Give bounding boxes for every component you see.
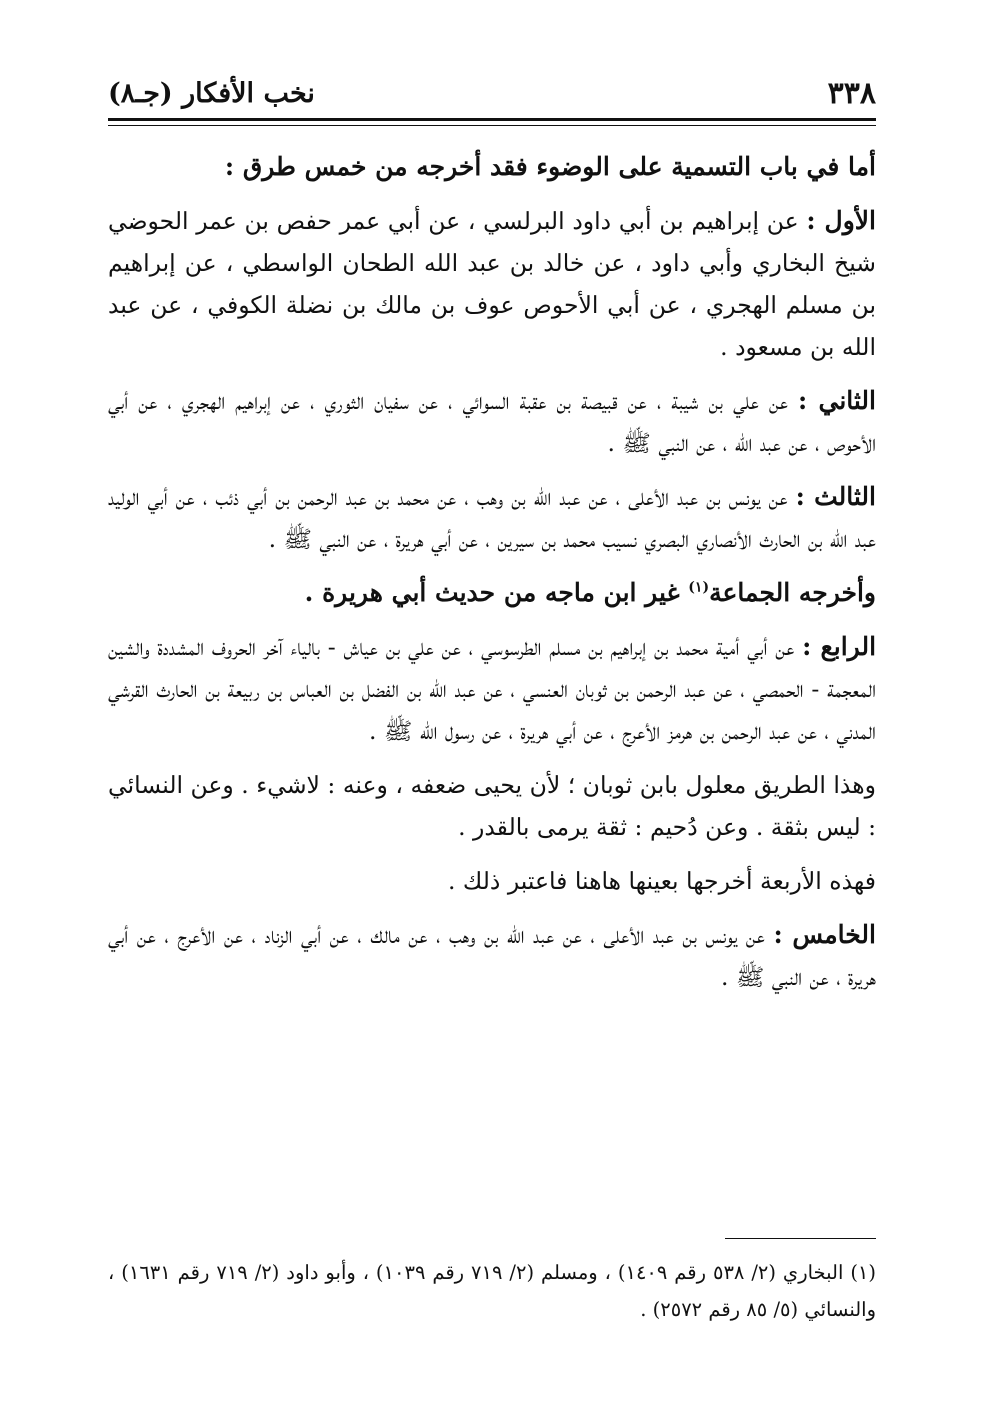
page-number: ٣٣٨ (827, 76, 876, 111)
footnote-item: (١) البخاري (٢/ ٥٣٨ رقم ١٤٠٩) ، ومسلم (٢/ ٧١٩ رقم ١٠٣٩) ، وأبو داود (٢/ ٧١٩ رقم ١٦٣١) ، والنسائي (٥/ ٨٥ رقم ٢٥٧٢) . (108, 1261, 877, 1321)
jamaa-heading (108, 572, 876, 614)
lead-second: الثاني : (798, 386, 876, 415)
paragraph-fourth (108, 626, 876, 752)
paragraph-fifth (108, 914, 876, 998)
page-header (108, 70, 876, 116)
paragraph-summary: فهذه الأربعة أخرجها بعينها هاهنا فاعتبر ذلك . (447, 867, 876, 895)
footnote-marker: (١) (688, 579, 710, 596)
header-rule-thin (108, 125, 876, 126)
lead-first: الأول : (806, 206, 876, 235)
paragraph-weakness: وهذا الطريق معلول بابن ثوبان ؛ لأن يحيى ضعفه ، وعنه : لاشيء . وعن النسائي : ليس بثقة . وعن دُحيم : ثقة يرمى بالقدر . (108, 771, 876, 841)
text-third: عن يونس بن عبد الأعلى ، عن عبد الله بن وهب ، عن محمد بن عبد الرحمن بن أبي ذئب ، عن أبي الوليد عبد الله بن الحارث الأنصاري البصري نسيب محمد بن سيرين ، عن أبي هريرة ، عن النبي ﷺ . (108, 483, 876, 553)
text-fifth: عن يونس بن عبد الأعلى ، عن عبد الله بن وهب ، عن مالك ، عن أبي الزناد ، عن الأعرج ، عن أبي هريرة ، عن النبي ﷺ . (108, 921, 876, 991)
jamaa-after: غير ابن ماجه من حديث أبي هريرة . (304, 578, 689, 607)
paragraph-second (108, 380, 876, 464)
footnotes (108, 1254, 876, 1328)
header-rule-thick (108, 118, 876, 121)
jamaa-before: وأخرجه الجماعة (709, 578, 876, 607)
lead-fifth: الخامس : (773, 920, 876, 949)
footnote-separator (725, 1238, 876, 1239)
lead-third: الثالث : (795, 482, 876, 511)
text-first: عن إبراهيم بن أبي داود البرلسي ، عن أبي عمر حفص بن عمر الحوضي شيخ البخاري وأبي داود ، عن خالد بن عبد الله الطحان الواسطي ، عن إبراهيم بن مسلم الهجري ، عن أبي الأحوص عوف بن مالك بن نضلة الكوفي ، عن عبد الله بن مسعود . (108, 207, 876, 361)
section-heading: أما في باب التسمية على الوضوء فقد أخرجه من خمس طرق : (224, 152, 876, 181)
lead-fourth: الرابع : (802, 632, 877, 661)
text-second: عن علي بن شيبة ، عن قبيصة بن عقبة السوائي ، عن سفيان الثوري ، عن إبراهيم الهجري ، عن أبي الأحوص ، عن عبد الله ، عن النبي ﷺ . (108, 387, 876, 457)
running-title: نخب الأفكار (جـ٨) (108, 78, 315, 109)
main-text (108, 146, 876, 1010)
text-fourth: عن أبي أمية محمد بن إبراهيم بن مسلم الطرسوسي ، عن علي بن عياش - بالياء آخر الحروف المشددة والشين المعجمة - الحمصي ، عن عبد الرحمن بن ثوبان العنسي ، عن عبد الله بن الفضل بن العباس بن ربيعة بن الحارث القرشي المدني ، عن عبد الرحمن بن هرمز الأعرج ، عن أبي هريرة ، عن رسول الله ﷺ . (108, 633, 876, 745)
paragraph-third (108, 476, 876, 560)
paragraph-first (108, 200, 876, 368)
